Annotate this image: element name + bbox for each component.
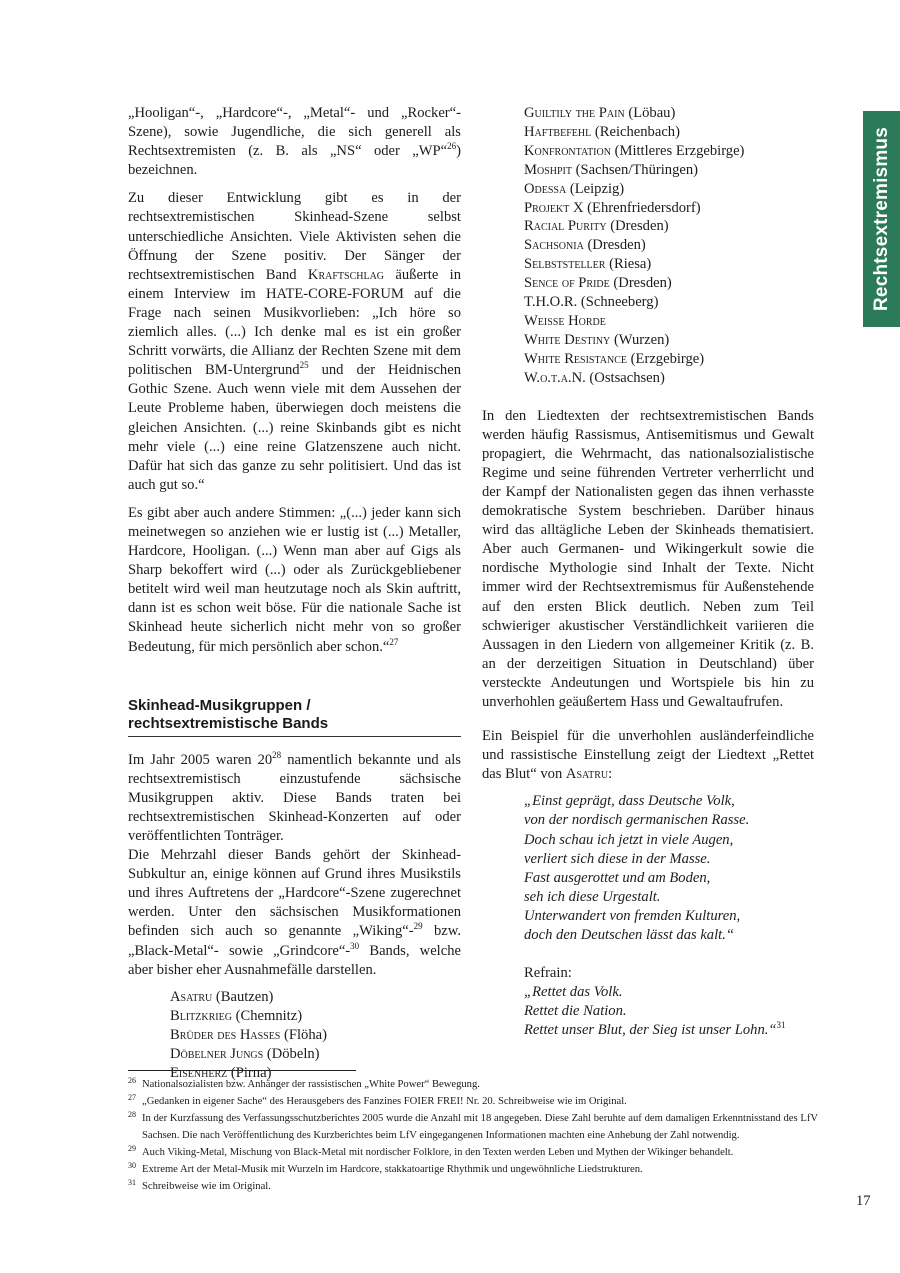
list-item: Projekt X (Ehrenfriedersdorf) — [524, 199, 701, 216]
list-item: Haftbefehl (Reichenbach) — [524, 123, 680, 140]
paragraph: Ein Beispiel für die unverhohlen ausländerfeindliche und rassistische Einstellung zeigt der Liedtext „Rettet das Blut“ von Asatru: — [482, 728, 814, 783]
list-item: Brüder des Hasses (Flöha) — [170, 1026, 327, 1043]
footnote-ref[interactable]: 26 — [447, 141, 457, 152]
footnote-ref[interactable]: 27 — [389, 636, 399, 647]
list-item: Racial Purity (Dresden) — [524, 218, 669, 235]
list-item: Eisenherz (Pirna) — [170, 1065, 272, 1082]
list-item: Selbststeller (Riesa) — [524, 256, 652, 273]
left-column — [128, 104, 461, 1083]
list-item: White Resistance (Erzgebirge) — [524, 350, 705, 367]
footnote: $^{26}$ Nationalsozialisten bzw. Anhänger der rassistischen „White Power“ Bewegung. — [128, 1076, 480, 1090]
list-item: W.o.t.a.N. (Ostsachsen) — [524, 369, 665, 386]
footnote-ref[interactable]: 31 — [776, 1020, 786, 1031]
section-heading: Skinhead-Musikgruppen / rechtsextremistische Bands — [128, 697, 461, 737]
footnote-ref[interactable]: 30 — [350, 940, 360, 951]
list-item: Sence of Pride (Dresden) — [524, 275, 672, 292]
page-number: 17 — [856, 1193, 871, 1209]
verse-line: doch den Deutschen lässt das kalt.“ — [524, 927, 734, 944]
refrain-label: Refrain: — [524, 965, 572, 982]
list-item: Döbelner Jungs (Döbeln) — [170, 1046, 320, 1063]
list-item: Blitzkrieg (Chemnitz) — [170, 1007, 303, 1024]
refrain-line: Rettet die Nation. — [524, 1003, 627, 1020]
song-lyrics — [524, 792, 814, 1040]
list-item: T.H.O.R. (Schneeberg) — [524, 294, 659, 311]
footnote-divider — [128, 1070, 356, 1071]
footnotes — [128, 1076, 818, 1195]
paragraph: Es gibt aber auch andere Stimmen: „(...) jeder kann sich meinetwegen so anziehen wie er lustig ist (...) Metaller, Hardcore, Hooligan. (...) Wenn man aber auf Gigs als Sharp bekoffert wird (...) oder als Zurückgebliebener betitelt wird weil man heutzutage noch als Skin auftritt, dann ist es schon weit böse. Für die nationale Sache ist Skinhead heute sicherlich nicht mehr von so großer Bedeutung, für mich persönlich aber schon.“$^{27}$ — [128, 504, 461, 655]
list-item: Moshpit (Sachsen/Thüringen) — [524, 161, 699, 178]
footnote-ref[interactable]: 25 — [299, 360, 309, 371]
footnote: $^{30}$ Extreme Art der Metal-Musik mit Wurzeln im Hardcore, stakkatoartige Rhythmik und ungewöhnliche Liedstrukturen. — [128, 1161, 643, 1175]
list-item: Konfrontation (Mittleres Erzgebirge) — [524, 142, 745, 159]
footnote: $^{31}$ Schreibweise wie im Original. — [128, 1178, 271, 1192]
list-item: Asatru (Bautzen) — [170, 988, 274, 1005]
verse-line: Unterwandert von fremden Kulturen, — [524, 907, 741, 924]
footnote: $^{27}$ „Gedanken in eigener Sache“ des Herausgebers des Fanzines FOIER FREI! Nr. 20. Schreibweise wie im Original. — [128, 1093, 627, 1107]
paragraph: „Hooligan“-, „Hardcore“-, „Metal“- und „Rocker“-Szene), sowie Jugendliche, die sich generell als Rechtsextremisten (z. B. als „NS“ oder „WP“$^{26}$) bezeichnen. — [128, 105, 461, 179]
footnote-ref[interactable]: 29 — [413, 921, 423, 932]
list-item: Weiße Horde — [524, 312, 606, 329]
footnote: $^{29}$ Auch Viking-Metal, Mischung von Black-Metal mit nordischer Folklore, in den Texten werden Leben und Mythen der Wikinger behandelt. — [128, 1144, 734, 1158]
band-name: Kraftschlag — [307, 266, 385, 283]
band-name: Asatru — [565, 766, 609, 783]
paragraph: In den Liedtexten der rechtsextremistischen Bands werden häufig Rassismus, Antisemitismus und Gewalt propagiert, die Wehrmacht, das nationalsozialistische Regime und seine führenden Vertreter verherrlicht und der Kampf der Nationalisten gegen das ihnen verhasste demokratische System beschrieben. Darüber hinaus wird das alltägliche Leben der Skinheads thematisiert. Aber auch Germanen- und Wikingerkult sowie die nordische Mythologie sind Inhalt der Texte. Nicht immer wird der Rechtsextremismus für Außenstehende auf den ersten Blick deutlich. Neben zum Teil schwieriger akustischer Verständlichkeit variieren die Aussagen in den Liedern von allgemeiner Kritik (z. B. an der derzeitigen Situation in Deutschland) über versteckte Andeutungen und Wortspiele bis hin zu unverhohlen geäußertem Hass und Gewaltaufrufen. — [482, 407, 814, 710]
refrain-line: „Rettet das Volk. — [524, 984, 623, 1001]
verse-line: Doch schau ich jetzt in viele Augen, — [524, 831, 734, 848]
band-list — [524, 104, 814, 388]
refrain-line: Rettet unser Blut, der Sieg ist unser Lohn.“$^{31}$ — [524, 1020, 786, 1039]
verse-line: „Einst geprägt, dass Deutsche Volk, — [524, 793, 735, 810]
list-item: Guiltily the Pain (Löbau) — [524, 105, 676, 121]
verse-line: Fast ausgerottet und am Boden, — [524, 869, 711, 886]
list-item: Sachsonia (Dresden) — [524, 237, 646, 254]
verse-line: von der nordisch germanischen Rasse. — [524, 812, 750, 829]
paragraph: Die Mehrzahl dieser Bands gehört der Skinhead-Subkultur an, einige können auf Grund ihres Musikstils und ihres Auftretens der „Hardcore“-Szene zugerechnet werden. Unter den sächsischen Musikformationen befinden sich auch so genannte „Wiking“-$^{29}$ bzw. „Black-Metal“- sowie „Grindcore“-$^{30}$ Bands, welche aber bisher eher Ausnahmefälle darstellen. — [128, 847, 461, 978]
list-item: Odessa (Leipzig) — [524, 180, 625, 197]
verse-line: verliert sich diese in der Masse. — [524, 850, 711, 867]
right-column — [482, 104, 814, 1041]
verse-line: seh ich diese Urgestalt. — [524, 888, 661, 905]
band-list — [170, 988, 461, 1083]
footnote: $^{28}$ In der Kurzfassung des Verfassungsschutzberichtes 2005 wurde die Anzahl mit 18 angegeben. Diese Zahl beruhte auf dem damaligen Erkenntnisstand des LfV Sachsen. Die nach Veröffentlichung des Kurzberichtes beim LfV eingegangenen Informationen machten eine Anhebung der Zahl notwendig. — [128, 1110, 818, 1141]
paragraph: Im Jahr 2005 waren $20^{28}$ namentlich bekannte und als rechtsextremistisch einzustufende sächsische Musikgruppen aktiv. Diese Bands traten bei rechtsextremistischen Skinhead-Konzerten auf oder veröffentlichten Tonträger. — [128, 749, 461, 844]
section-tab: Rechtsextremismus — [863, 111, 900, 327]
list-item: White Destiny (Wurzen) — [524, 331, 670, 348]
paragraph: Zu dieser Entwicklung gibt es in der rechtsextremistischen Skinhead-Szene selbst unterschiedliche Ansichten. Viele Aktivisten sehen die Öffnung der Szene positiv. Der Sänger der rechtsextremistischen Band Kraftschlag äußerte in einem Interview im HATE-CORE-FORUM auf die Frage nach seinen Musikvorlieben: „Ich höre so ziemlich alles. (...) Ich denke mal es ist ein großer Schritt vorwärts, die Allianz der Rechten Szene mit dem politischen BM-Untergrund$^{25}$ und der Heidnischen Gothic Szene. Auch wenn viele mit dem Aussehen der Leute Probleme haben, überwiegen doch meistens die gleichen Ansichten. (...) reine Skinbands gibt es nicht mehr viele (...) eine reine Glatzenszene auch nicht. Dafür hat sich das ganze zu sehr politisiert. Und das ist auch gut so.“ — [128, 190, 461, 493]
footnote-ref[interactable]: 28 — [272, 749, 282, 760]
